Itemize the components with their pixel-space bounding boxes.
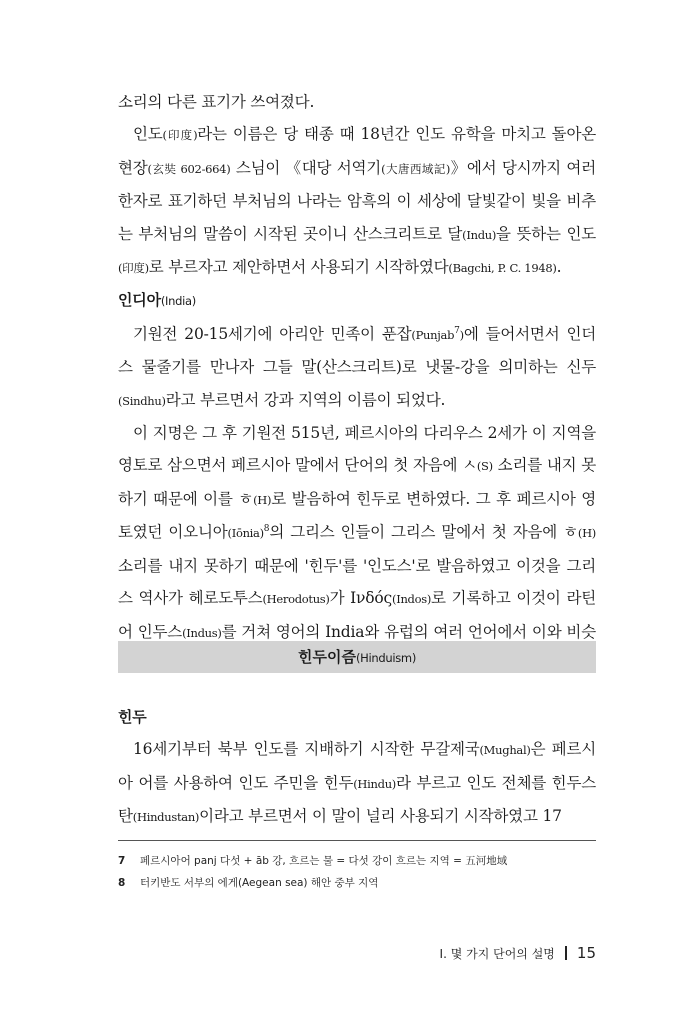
footer-separator (565, 946, 567, 960)
footnote-ref-8[interactable]: 8 (263, 524, 270, 535)
paragraph-india-name-origin: 인도(印度)라는 이름은 당 태종 때 18년간 인도 유학을 마치고 돌아온 현장(玄奘 602-664) 스님이 《대당 서역기(大唐西域記)》에서 당시까지 여러 한자로 표기하던 부처님의 나라는 암흑의 이 세상에 달빛같이 빛을 비추는 부처님의 말씀이 시작된 곳이니 산스크리트로 달(Indu)을 뜻하는 인도(印度)로 부르자고 제안하면서 사용되기 시작하였다(Bagchi, P. C. 1948). (118, 125, 597, 277)
paragraph-mughal: 16세기부터 북부 인도를 지배하기 시작한 무갈제국(Mughal)은 페르시아 어를 사용하여 인도 주민을 힌두(Hindu)라 부르고 인도 전체를 힌두스탄(Hindustan)이라고 부르면서 이 말이 널리 사용되기 시작하였고 17 (118, 740, 596, 826)
main-text-hindu (118, 701, 596, 834)
footnote-ref-7[interactable]: 7 (454, 325, 460, 336)
paragraph-persia-greece: 이 지명은 그 후 기원전 515년, 페르시아의 다리우스 2세가 이 지역을 영토로 삼으면서 페르시아 말에서 단어의 첫 자음에 ㅅ(S) 소리를 내지 못하기 때문에 이를 ㅎ(H)로 발음하여 힌두로 변하였다. 그 후 페르시아 영토였던 이오니아(Iōnia)$^8$의 그리스 인들이 그리스 말에서 첫 자음에 ㅎ(H) 소리를 내지 못하기 때문에 '힌두'를 '인도스'로 발음하였고 이것을 그리스 역사가 헤로도투스(Herodotus)가 Ινδός(Indos)로 기록하고 이것이 라틴어 인두스(Indus)를 거쳐 영어의 India와 유럽의 여러 언어에서 이와 비슷 (118, 424, 596, 641)
subheading-india: 인디아(India) (118, 291, 196, 310)
page-footer (440, 944, 596, 962)
paragraph-sindhu: 기원전 20-15세기에 아리안 민족이 푼잡(Punjab$^7$)에 들어서면서 인더스 물줄기를 만나자 그들 말(산스크리트)로 냇물-강을 의미하는 신두(Sindhu)라고 부르면서 강과 지역의 이름이 되었다. (118, 324, 596, 409)
section-heading-hinduism: 힌두이즘(Hinduism) (118, 641, 596, 673)
paragraph-continued: 소리의 다른 표기가 쓰여졌다. (118, 93, 315, 111)
page-number: 15 (576, 944, 596, 962)
running-chapter-title: I. 몇 가지 단어의 설명 (439, 946, 555, 961)
footnote-7: 7 페르시아어 panj 다섯 + āb 강, 흐르는 물 = 다섯 강이 흐르는 지역 = 五河地域 (118, 855, 508, 867)
main-text (118, 86, 596, 681)
subheading-hindu: 힌두 (118, 708, 147, 726)
footnote-divider (118, 840, 596, 841)
footnote-8: 8 터키반도 서부의 에게(Aegean sea) 해안 중부 지역 (118, 877, 379, 889)
footnotes (118, 850, 596, 894)
